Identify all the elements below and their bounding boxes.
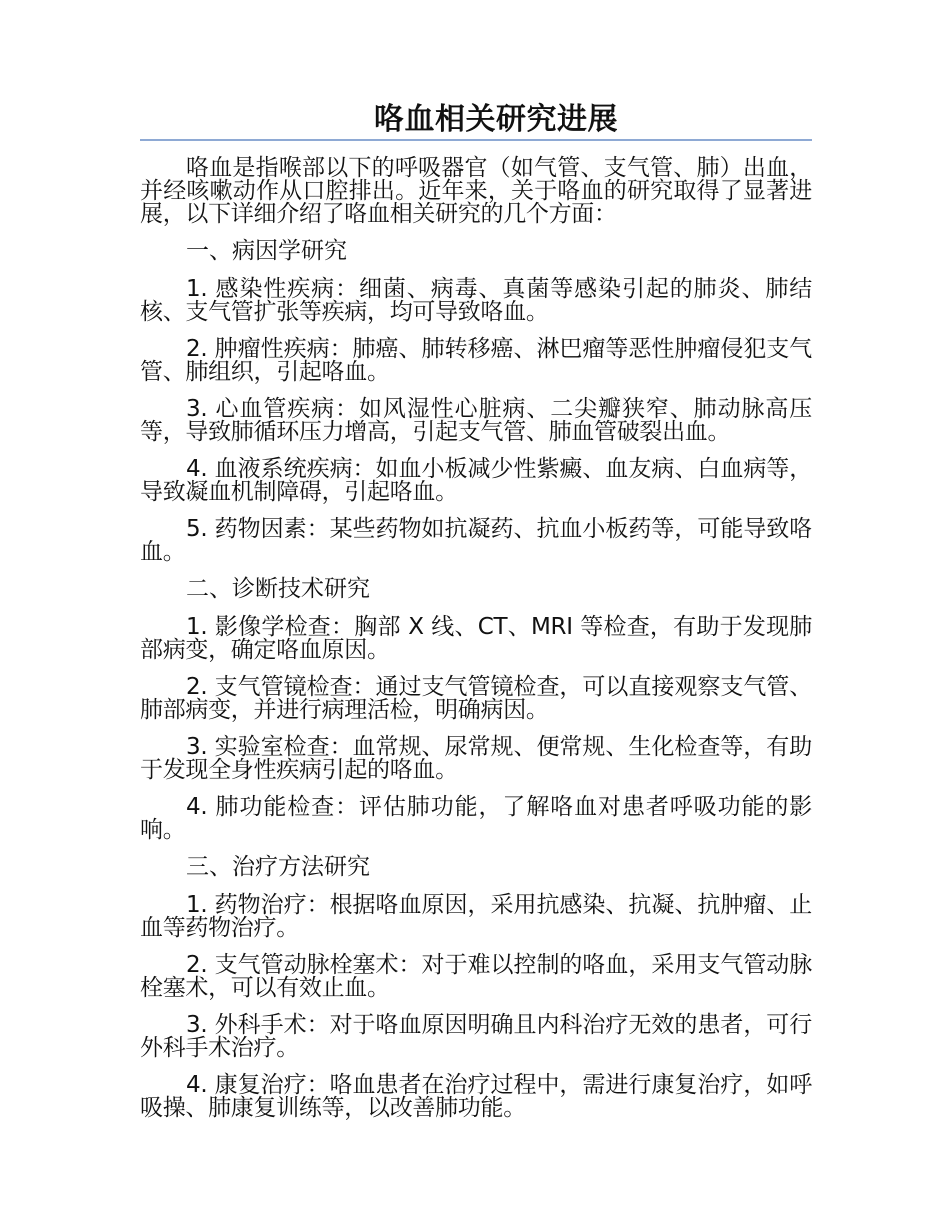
section-heading-etiology: 一、病因学研究 [186, 238, 347, 264]
list-item: 4. 肺功能检查：评估肺功能，了解咯血对患者呼吸功能的影响。 [140, 794, 812, 843]
list-item: 1. 药物治疗：根据咯血原因，采用抗感染、抗凝、抗肿瘤、止血等药物治疗。 [140, 892, 812, 941]
section-heading-diagnosis: 二、诊断技术研究 [186, 576, 370, 602]
document-page [140, 100, 812, 1134]
list-item: 3. 外科手术：对于咯血原因明确且内科治疗无效的患者，可行外科手术治疗。 [140, 1012, 812, 1061]
list-item: 1. 影像学检查：胸部 X 线、CT、MRI 等检查，有助于发现肺部病变，确定咯血原因。 [140, 614, 812, 663]
list-item: 3. 实验室检查：血常规、尿常规、便常规、生化检查等，有助于发现全身性疾病引起的咯血。 [140, 734, 812, 783]
section-heading-treatment: 三、治疗方法研究 [186, 854, 370, 880]
list-item: 2. 支气管动脉栓塞术：对于难以控制的咯血，采用支气管动脉栓塞术，可以有效止血。 [140, 952, 812, 1001]
list-item: 2. 肿瘤性疾病：肺癌、肺转移癌、淋巴瘤等恶性肿瘤侵犯支气管、肺组织，引起咯血。 [140, 336, 812, 385]
list-item: 4. 康复治疗：咯血患者在治疗过程中，需进行康复治疗，如呼吸操、肺康复训练等，以改善肺功能。 [140, 1072, 812, 1121]
intro-paragraph: 咯血是指喉部以下的呼吸器官（如气管、支气管、肺）出血，并经咳嗽动作从口腔排出。近年来，关于咯血的研究取得了显著进展，以下详细介绍了咯血相关研究的几个方面： [140, 155, 812, 227]
list-item: 4. 血液系统疾病：如血小板减少性紫癜、血友病、白血病等，导致凝血机制障碍，引起咯血。 [140, 456, 812, 505]
list-item: 3. 心血管疾病：如风湿性心脏病、二尖瓣狭窄、肺动脉高压等，导致肺循环压力增高，引起支气管、肺血管破裂出血。 [140, 396, 812, 445]
list-item: 2. 支气管镜检查：通过支气管镜检查，可以直接观察支气管、肺部病变，并进行病理活检，明确病因。 [140, 674, 812, 723]
list-item: 5. 药物因素：某些药物如抗凝药、抗血小板药等，可能导致咯血。 [140, 516, 812, 565]
document-title: 咯血相关研究进展 [374, 102, 618, 137]
list-item: 1. 感染性疾病：细菌、病毒、真菌等感染引起的肺炎、肺结核、支气管扩张等疾病，均可导致咯血。 [140, 276, 812, 325]
